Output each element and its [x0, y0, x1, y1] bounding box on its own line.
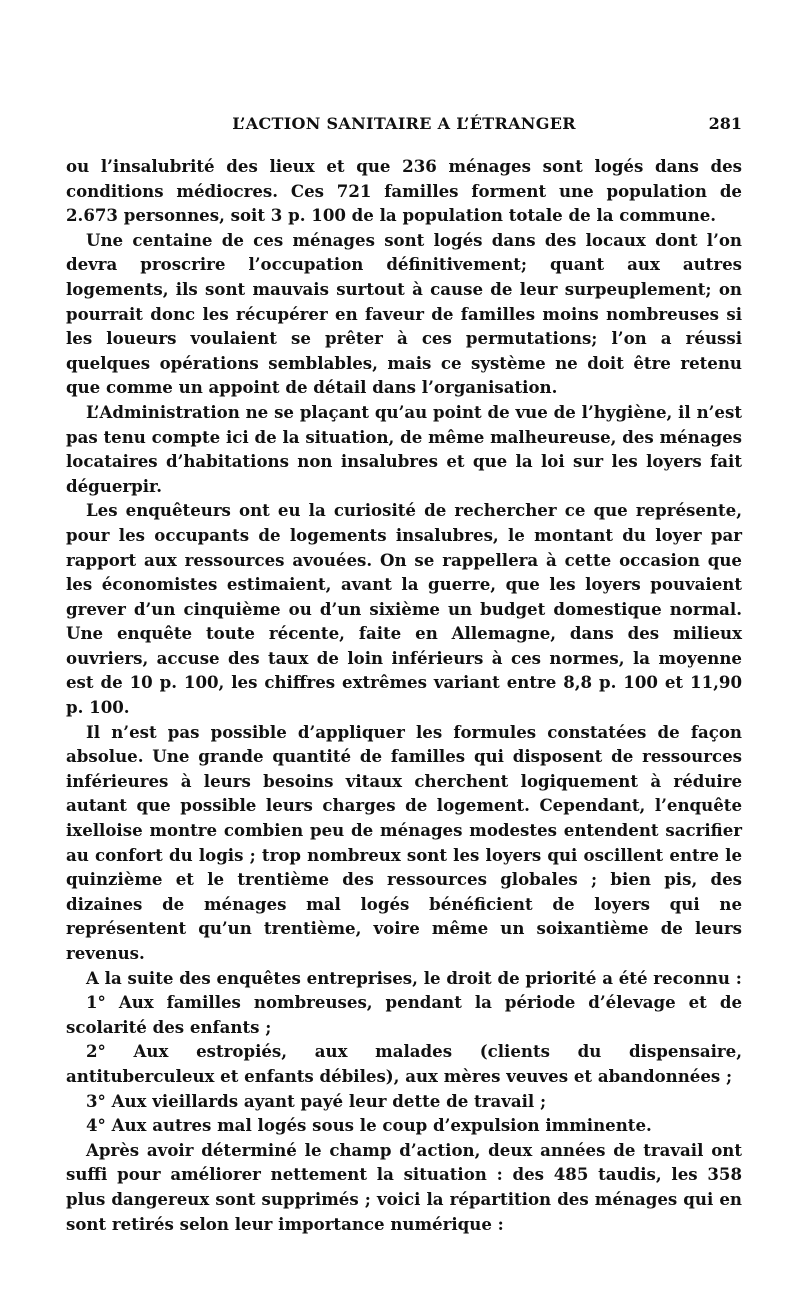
- running-title: L’ACTION SANITAIRE A L’ÉTRANGER: [232, 114, 576, 133]
- paragraph: L’Administration ne se plaçant qu’au point de vue de l’hygiène, il n’est pas tenu compte ici de la situation, de même malheureuse, des ménages locataires d’habitations non insalubres et que la loi sur les loyers fait déguerpir.: [66, 401, 742, 496]
- paragraph: Les enquêteurs ont eu la curiosité de rechercher ce que représente, pour les occupants de logements insalubres, le montant du loyer par rapport aux ressources avouées. On se rappellera à cette occasion que les économistes estimaient, avant la guerre, que les loyers pouvaient grever d’un cinquième ou d’un sixième un budget domestique normal. Une enquête toute récente, faite en Allemagne, dans des milieux ouvriers, accuse des taux de loin inférieurs à ces normes, la moyenne est de 10 p. 100, les chiffres extrêmes variant entre 8,8 p. 100 et 11,90 p. 100.: [66, 500, 742, 718]
- priority-list-item: 4° Aux autres mal logés sous le coup d’expulsion imminente.: [86, 1115, 652, 1136]
- paragraph: A la suite des enquêtes entreprises, le droit de priorité a été reconnu :: [86, 967, 742, 988]
- page-header: [66, 114, 742, 144]
- priority-list-item: 1° Aux familles nombreuses, pendant la période d’élevage et de scolarité des enfants ;: [66, 992, 742, 1037]
- paragraph-continuation: ou l’insalubrité des lieux et que 236 ménages sont logés dans des conditions médiocres. Ces 721 familles forment une population de 2.673 personnes, soit 3 p. 100 de la population totale de la commune.: [66, 156, 742, 226]
- paragraph: Après avoir déterminé le champ d’action, deux années de travail ont suffi pour améliorer nettement la situation : des 485 taudis, les 358 plus dangereux sont supprimés ; voici la répartition des ménages qui en sont retirés selon leur importance numérique :: [66, 1139, 742, 1234]
- paragraph: Il n’est pas possible d’appliquer les formules constatées de façon absolue. Une grande quantité de familles qui disposent de ressources inférieures à leurs besoins vitaux cherchent logiquement à réduire autant que possible leurs charges de logement. Cependant, l’enquête ixelloise montre combien peu de ménages modestes entendent sacrifier au confort du logis ; trop nombreux sont les loyers qui oscillent entre le quinzième et le trentième des ressources globales ; bien pis, des dizaines de ménages mal logés bénéficient de loyers qui ne représentent qu’un trentième, voire même un soixantième de leurs revenus.: [66, 721, 742, 963]
- priority-list-item: 2° Aux estropiés, aux malades (clients du dispensaire, antituberculeux et enfants débiles), aux mères veuves et abandonnées ;: [66, 1041, 742, 1086]
- priority-list-item: 3° Aux vieillards ayant payé leur dette de travail ;: [86, 1090, 547, 1111]
- paragraph: Une centaine de ces ménages sont logés dans des locaux dont l’on devra proscrire l’occupation définitivement; quant aux autres logements, ils sont mauvais surtout à cause de leur surpeuplement; on pourrait donc les récupérer en faveur de familles moins nombreuses si les loueurs voulaient se prêter à ces permutations; l’on a réussi quelques opérations semblables, mais ce système ne doit être retenu que comme un appoint de détail dans l’organisation.: [66, 229, 742, 398]
- page-number: 281: [708, 114, 742, 133]
- body-text: [66, 154, 742, 1236]
